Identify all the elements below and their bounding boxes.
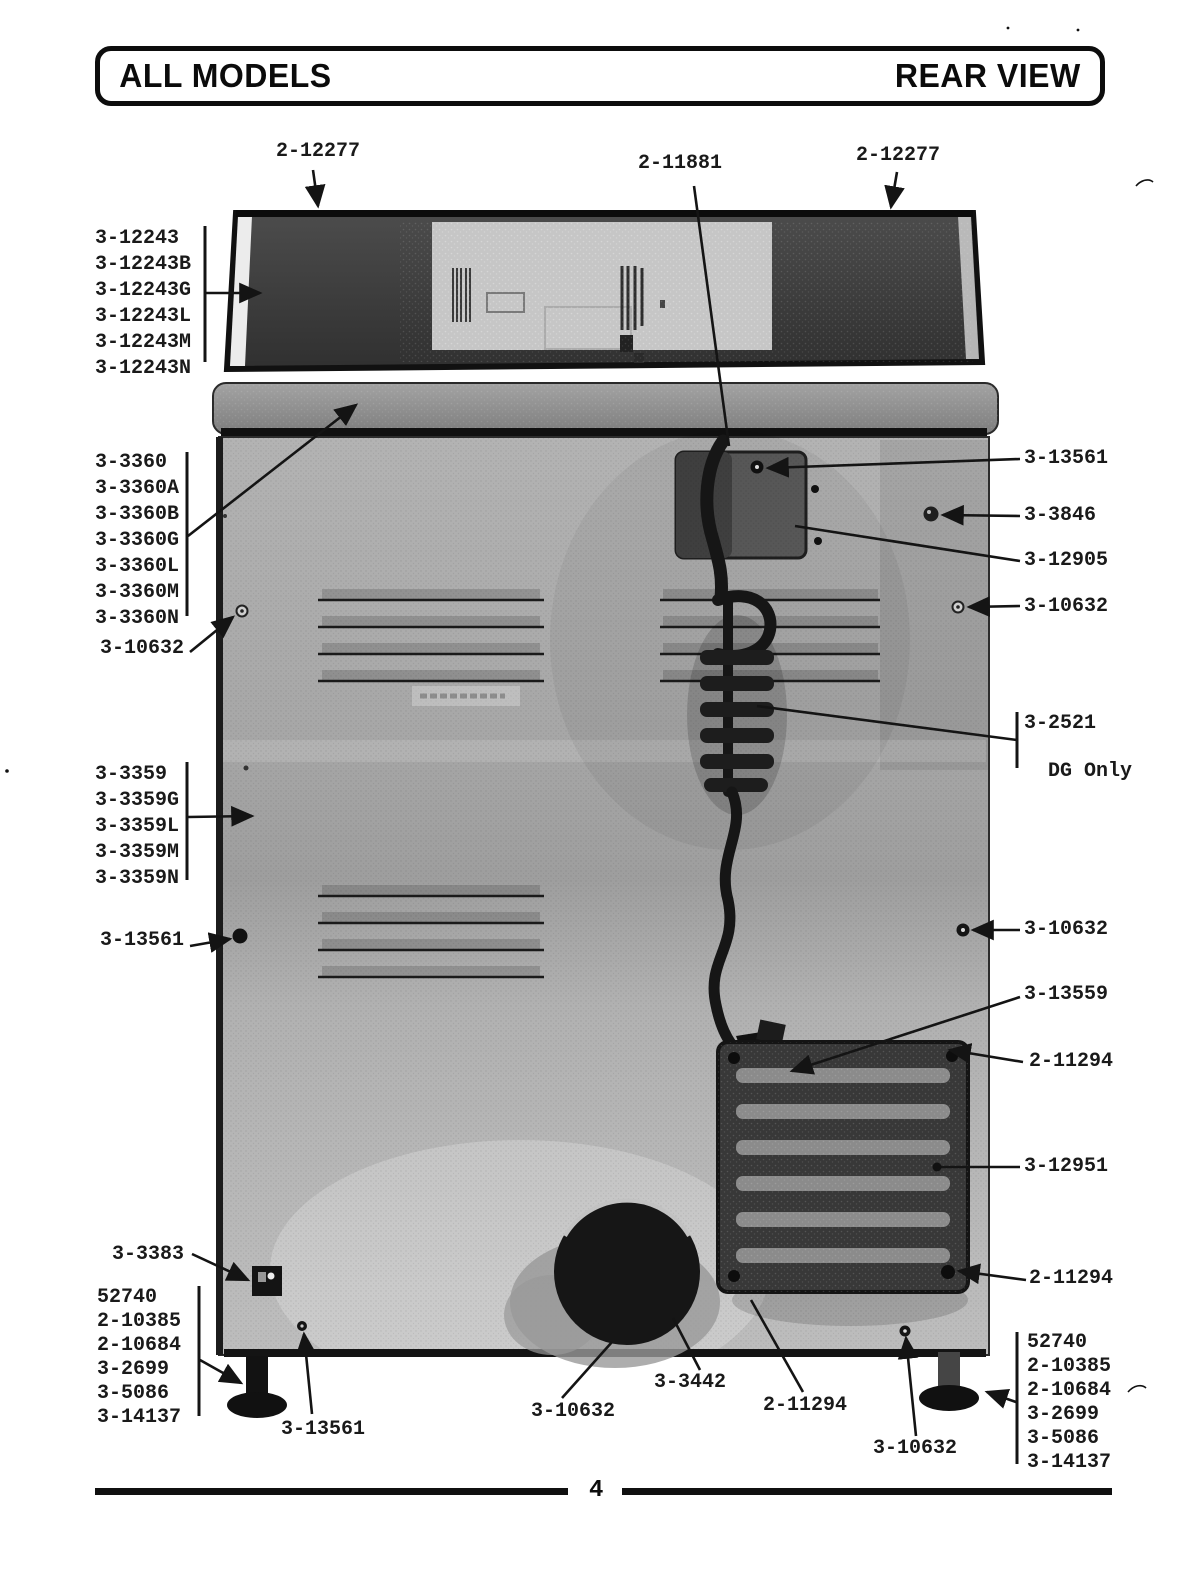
footer-rule-left <box>95 1488 568 1495</box>
part-number: 2-10684 <box>97 1334 182 1357</box>
part-number: 52740 <box>1027 1331 1088 1354</box>
part-number: 3-14137 <box>97 1406 182 1429</box>
part-number: 3-3360N <box>95 607 180 630</box>
part-number: 3-12243B <box>95 253 192 276</box>
part-number: 2-10385 <box>97 1310 182 1333</box>
leveling-leg-left <box>227 1356 287 1418</box>
callout-access-panel-screw-top: 2-11294 <box>1029 1050 1114 1073</box>
page-title-left: ALL MODELS <box>119 57 332 94</box>
callout-screw-blower-left: 3-10632 <box>531 1400 616 1423</box>
part-number: 3-3359L <box>95 815 180 838</box>
console-rear-panel-list <box>95 226 191 382</box>
leveling-leg-right <box>919 1352 979 1411</box>
page-number: 4 <box>589 1477 604 1504</box>
callout-screw-right-upper: 3-10632 <box>1024 595 1109 618</box>
lower-back-panel-list <box>95 762 179 892</box>
part-number: 3-3360G <box>95 529 180 552</box>
part-number: 3-2699 <box>1027 1403 1100 1426</box>
part-number: 3-3359G <box>95 789 180 812</box>
page-title-right: REAR VIEW <box>895 57 1082 94</box>
part-number: 52740 <box>97 1286 158 1309</box>
cord-clip-note: DG Only <box>1048 760 1133 783</box>
part-number: 3-3360 <box>95 451 168 474</box>
page-header <box>95 46 1105 106</box>
access-panel <box>718 1042 968 1326</box>
callout-screw-left-upper: 3-10632 <box>100 637 185 660</box>
part-number: 3-3360A <box>95 477 180 500</box>
part-number: 3-5086 <box>97 1382 170 1405</box>
callout-terminal-block-cover: 3-12905 <box>1024 549 1109 572</box>
callout-power-cord: 2-11881 <box>638 152 723 175</box>
callout-access-panel-screw-bottom: 2-11294 <box>1029 1267 1114 1290</box>
callout-terminal-cover-screw: 3-13561 <box>1024 447 1109 470</box>
part-number: 2-10385 <box>1027 1355 1112 1378</box>
part-number: 3-3360L <box>95 555 180 578</box>
callout-top-cap-right: 2-12277 <box>856 144 941 167</box>
callout-rear-bolt: 3-3846 <box>1024 504 1097 527</box>
callout-cord-clip <box>1024 712 1132 784</box>
upper-back-panel-list <box>95 450 179 632</box>
cabinet-top <box>213 383 998 437</box>
left-leg-parts-list <box>97 1286 181 1430</box>
callout-cord-terminal-block: 3-3383 <box>112 1243 185 1266</box>
right-leg-parts-list <box>1027 1331 1111 1475</box>
cord-terminal-block <box>252 1266 282 1296</box>
part-number: 2-10684 <box>1027 1379 1112 1402</box>
part-number: 3-3359 <box>95 763 168 786</box>
callout-screw-right-mid: 3-10632 <box>1024 918 1109 941</box>
callout-screw-left-lower: 3-13561 <box>100 929 185 952</box>
part-number: 3-12243N <box>95 357 192 380</box>
part-number: 3-14137 <box>1027 1451 1112 1474</box>
callout-access-panel: 3-12951 <box>1024 1155 1109 1178</box>
cord-clip-part: 3-2521 <box>1024 712 1097 735</box>
part-number: 3-12243G <box>95 279 192 302</box>
callout-cord-clamp: 3-13559 <box>1024 983 1109 1006</box>
footer-rule-right <box>622 1488 1112 1495</box>
part-number: 3-12243L <box>95 305 192 328</box>
part-number: 3-3359M <box>95 841 180 864</box>
callout-screw-bottom-center: 2-11294 <box>763 1394 848 1417</box>
part-number: 3-3360B <box>95 503 180 526</box>
callout-screw-bottom-left: 3-13561 <box>281 1418 366 1441</box>
callout-top-cap-left: 2-12277 <box>276 140 361 163</box>
part-number: 3-3359N <box>95 867 180 890</box>
part-number: 3-5086 <box>1027 1427 1100 1450</box>
console-rear <box>227 210 982 369</box>
callout-exhaust-outlet: 3-3442 <box>654 1371 727 1394</box>
part-number: 3-12243M <box>95 331 192 354</box>
callout-screw-bottom-right: 3-10632 <box>873 1437 958 1460</box>
part-number: 3-2699 <box>97 1358 170 1381</box>
part-number: 3-12243 <box>95 227 180 250</box>
part-number: 3-3360M <box>95 581 180 604</box>
